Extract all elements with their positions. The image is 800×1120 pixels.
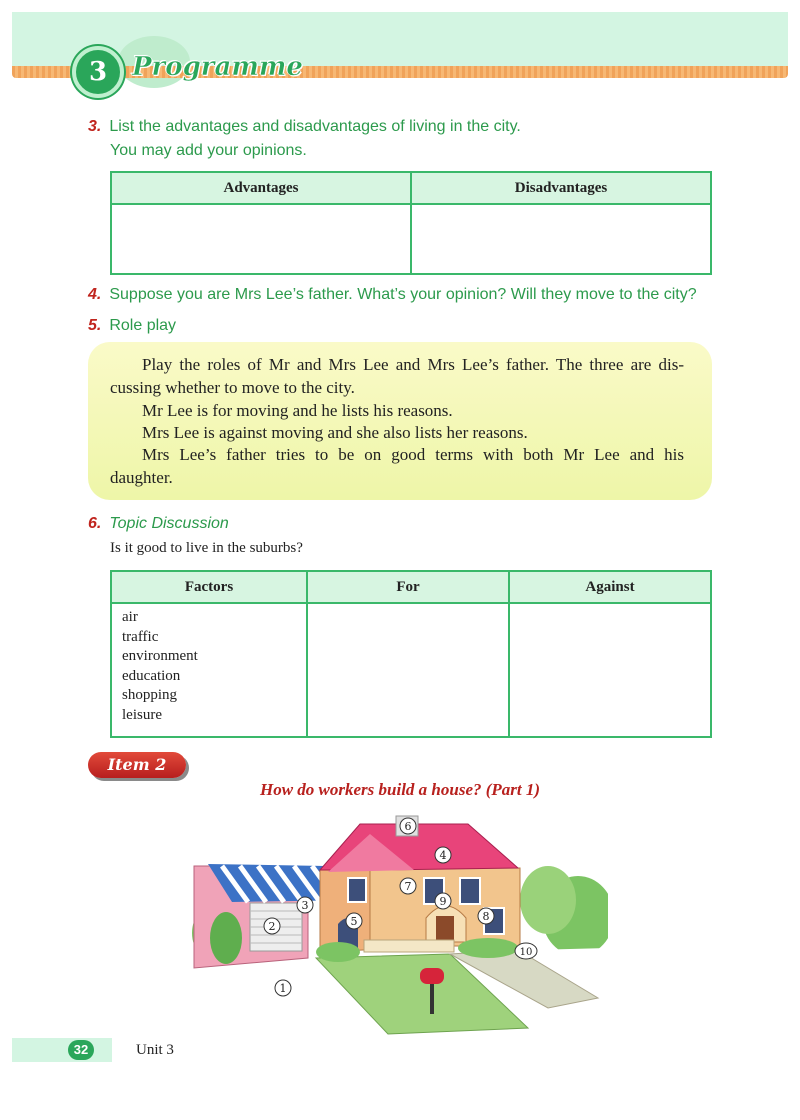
list-item: air: [122, 609, 138, 625]
section-number-badge: 3: [72, 46, 124, 98]
callout-6: [400, 818, 416, 834]
roleplay-line: Mrs Lee’s father tries to be on good terms with both Mr Lee and his: [142, 445, 684, 464]
list-item: education: [122, 667, 181, 684]
item-badge: Item 2: [88, 752, 186, 778]
advantages-table: [110, 171, 712, 275]
question-number: 4.: [88, 286, 102, 303]
callout-8: [478, 908, 494, 924]
list-item: shopping: [122, 687, 178, 703]
svg-text:2: 2: [268, 920, 276, 933]
question-4: [88, 286, 697, 304]
callout-3: [297, 897, 313, 913]
table-header: Advantages: [111, 172, 411, 204]
against-cell[interactable]: [509, 603, 711, 737]
question-number: 3.: [88, 118, 102, 135]
section-title: Programme: [132, 52, 303, 82]
question-3: [88, 118, 521, 136]
roleplay-line: cussing whether to move to the city.: [110, 378, 355, 397]
question-text: Suppose you are Mrs Lee’s father. What’s your opinion? Will they move to the city?: [109, 286, 697, 303]
callout-1: [275, 980, 291, 996]
svg-text:1: 1: [279, 982, 287, 995]
factors-table: [110, 570, 712, 738]
table-header: Factors: [111, 571, 307, 603]
roleplay-line: Mrs Lee is against moving and she also lists her reasons.: [142, 423, 528, 442]
svg-text:9: 9: [439, 895, 447, 908]
list-item: environment: [122, 648, 198, 664]
factors-list: [122, 608, 296, 725]
for-cell[interactable]: [307, 603, 509, 737]
svg-text:5: 5: [350, 915, 358, 928]
factors-cell: [111, 603, 307, 737]
footer-unit-label: Unit 3: [136, 1042, 174, 1058]
list-item: leisure: [122, 706, 162, 723]
question-text: List the advantages and disadvantages of living in the city.: [109, 118, 521, 135]
question-title: Topic Discussion: [109, 515, 229, 532]
house-illustration: [188, 808, 608, 1036]
question-3-subtext: You may add your opinions.: [110, 142, 307, 159]
table-header: Against: [509, 571, 711, 603]
roleplay-line: Mr Lee is for moving and he lists his reasons.: [142, 401, 453, 420]
disadvantages-cell[interactable]: [411, 204, 711, 274]
svg-text:8: 8: [482, 910, 490, 923]
svg-text:10: 10: [519, 947, 533, 958]
callout-4: [435, 847, 451, 863]
svg-text:6: 6: [404, 820, 412, 833]
callout-9: [435, 893, 451, 909]
roleplay-line: Play the roles of Mr and Mrs Lee and Mrs Lee’s father. The three are dis-: [142, 355, 684, 374]
roleplay-line: daughter.: [110, 468, 173, 487]
table-header: For: [307, 571, 509, 603]
footer-band: [12, 1038, 112, 1062]
item-subtitle: How do workers build a house? (Part 1): [259, 780, 541, 799]
svg-text:4: 4: [439, 849, 447, 862]
question-6-prompt: Is it good to live in the suburbs?: [110, 540, 303, 556]
callout-10: [515, 943, 537, 959]
header-stripe: [12, 66, 788, 78]
svg-text:7: 7: [404, 880, 412, 893]
callout-5: [346, 913, 362, 929]
question-text: Role play: [109, 317, 177, 334]
list-item: traffic: [122, 628, 159, 645]
question-5: [88, 317, 176, 335]
page-number: 32: [68, 1040, 94, 1060]
callout-2: [264, 918, 280, 934]
table-header: Disadvantages: [411, 172, 711, 204]
question-number: 6.: [88, 515, 102, 532]
svg-text:3: 3: [301, 899, 309, 912]
question-6: [88, 515, 229, 533]
advantages-cell[interactable]: [111, 204, 411, 274]
callout-7: [400, 878, 416, 894]
question-number: 5.: [88, 317, 102, 334]
